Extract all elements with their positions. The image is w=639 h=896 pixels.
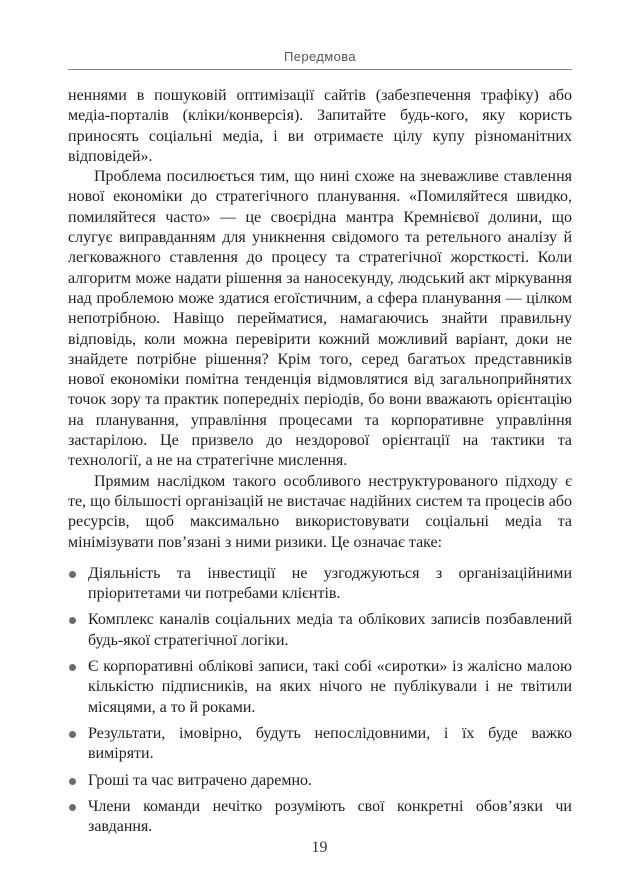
list-item-text: Гроші та час витрачено даремно. xyxy=(88,771,313,789)
paragraph: Прямим наслідком такого особливого неструктурованого підходу є те, що більшості організацій не вистачає надійних систем та процесів або ресурсів, щоб максимально використовувати соціальні медіа та мінімізувати пов’язані з ними ризики. Це означає таке: xyxy=(68,472,572,551)
list-item xyxy=(68,610,572,651)
list-item-text: Члени команди нечітко розуміють свої конкретні обов’язки чи завдання. xyxy=(88,797,572,836)
bullet-icon xyxy=(69,571,76,578)
list-item-text: Є корпоративні облікові записи, такі собі «сиротки» із жалісно малою кількістю підписників, на яких нічого не публікували і не твітили місяцями, а то й роками. xyxy=(88,658,572,716)
body-text xyxy=(68,86,572,843)
list-item-text: Діяльність та інвестиції не узгоджуються з організаційними пріоритетами чи потребами клієнтів. xyxy=(88,564,572,603)
header-rule xyxy=(68,69,572,70)
bullet-icon xyxy=(69,731,76,738)
list-item xyxy=(68,564,572,605)
paragraph-continuation: неннями в пошуковій оптимізації сайтів (забезпечення трафіку) або медіа-порталів (кліки/конверсія). Запитайте будь-кого, яку користь приносять соціальні медіа, і ви отримаєте цілу купу різноманітних відповідей». xyxy=(68,87,572,165)
list-item xyxy=(68,724,572,765)
bullet-icon xyxy=(69,804,76,811)
bullet-list xyxy=(68,564,572,838)
paragraph: Проблема посилюється тим, що нині схоже на зневажливе ставлення нової економіки до стратегічного планування. «Помиляйтеся швидко, помиляйтеся часто» — це своєрідна мантра Кремнієвої долини, що слугує виправданням для уникнення свідомого та ретельного аналізу й легковажного ставлення до процесу та стратегічної жорсткості. Коли алгоритм може надати рішення за наносекунду, людський акт міркування над проблемою може здатися егоїстичним, а сфера планування — цілком непотрібною. Навіщо перейматися, намагаючись знайти правильну відповідь, коли можна перевірити кожний можливий варіант, доки не знайдете потрібне рішення? Крім того, серед багатьох представників нової економіки помітна тенденція відмовлятися від загальноприйнятих точок зору та практик попередніх періодів, бо вони вважають орієнтацію на планування, управління процесами та корпоративне управління застарілою. Це призвело до нездорової орієнтації на тактики та технології, а не на стратегічне мислення. xyxy=(68,168,572,470)
list-item-text: Результати, імовірно, будуть непослідовними, і їх буде важко виміряти. xyxy=(88,724,572,763)
running-title: Передмова xyxy=(283,49,357,64)
list-item-text: Комплекс каналів соціальних медіа та облікових записів позбавлений будь-якої стратегічної логіки. xyxy=(88,611,572,649)
bullet-icon xyxy=(69,664,76,671)
list-item xyxy=(68,657,572,718)
page-number: 19 xyxy=(311,839,328,856)
bullet-icon xyxy=(69,778,76,785)
list-item xyxy=(68,771,572,791)
bullet-icon xyxy=(69,617,76,624)
list-item xyxy=(68,797,572,838)
